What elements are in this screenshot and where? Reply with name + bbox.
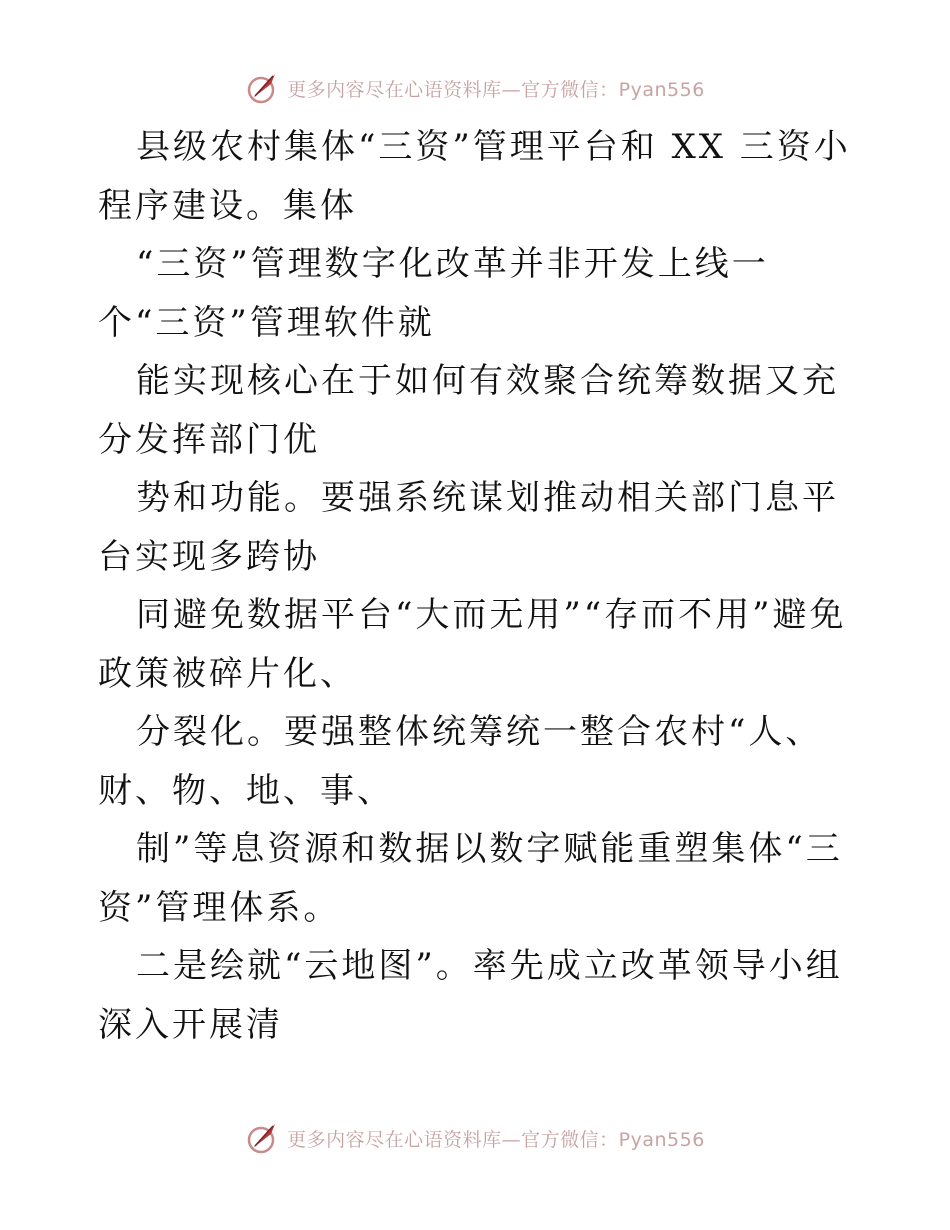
watermark-text	[287, 75, 705, 102]
header-watermark	[0, 70, 950, 106]
paragraph: “三资”管理数字化改革并非开发上线一个“三资”管理软件就	[98, 244, 769, 343]
watermark-wechat-id: Pyan556	[618, 78, 705, 101]
quill-logo-icon	[245, 1120, 281, 1156]
paragraph: 制”等息资源和数据以数字赋能重塑集体“三资”管理体系。	[98, 829, 843, 928]
footer-watermark	[0, 1120, 950, 1156]
watermark-text-cn: 更多内容尽在心语资料库—官方微信：	[287, 78, 619, 101]
paragraph: 县级农村集体“三资”管理平台和 XX 三资小程序建设。集体	[98, 127, 851, 226]
watermark-wechat-id: Pyan556	[618, 1128, 705, 1151]
paragraph: 能实现核心在于如何有效聚合统筹数据又充分发挥部门优	[98, 361, 839, 460]
document-body	[98, 118, 858, 1054]
watermark-text	[287, 1125, 705, 1152]
quill-logo-icon	[245, 70, 281, 106]
paragraph: 分裂化。要强整体统筹统一整合农村“人、财、物、地、事、	[98, 712, 823, 811]
paragraph: 二是绘就“云地图”。率先成立改革领导小组深入开展清	[98, 946, 843, 1045]
watermark-text-cn: 更多内容尽在心语资料库—官方微信：	[287, 1128, 619, 1151]
paragraph: 势和功能。要强系统谋划推动相关部门息平台实现多跨协	[98, 478, 839, 577]
paragraph: 同避免数据平台“大而无用”“存而不用”避免政策被碎片化、	[98, 595, 847, 694]
